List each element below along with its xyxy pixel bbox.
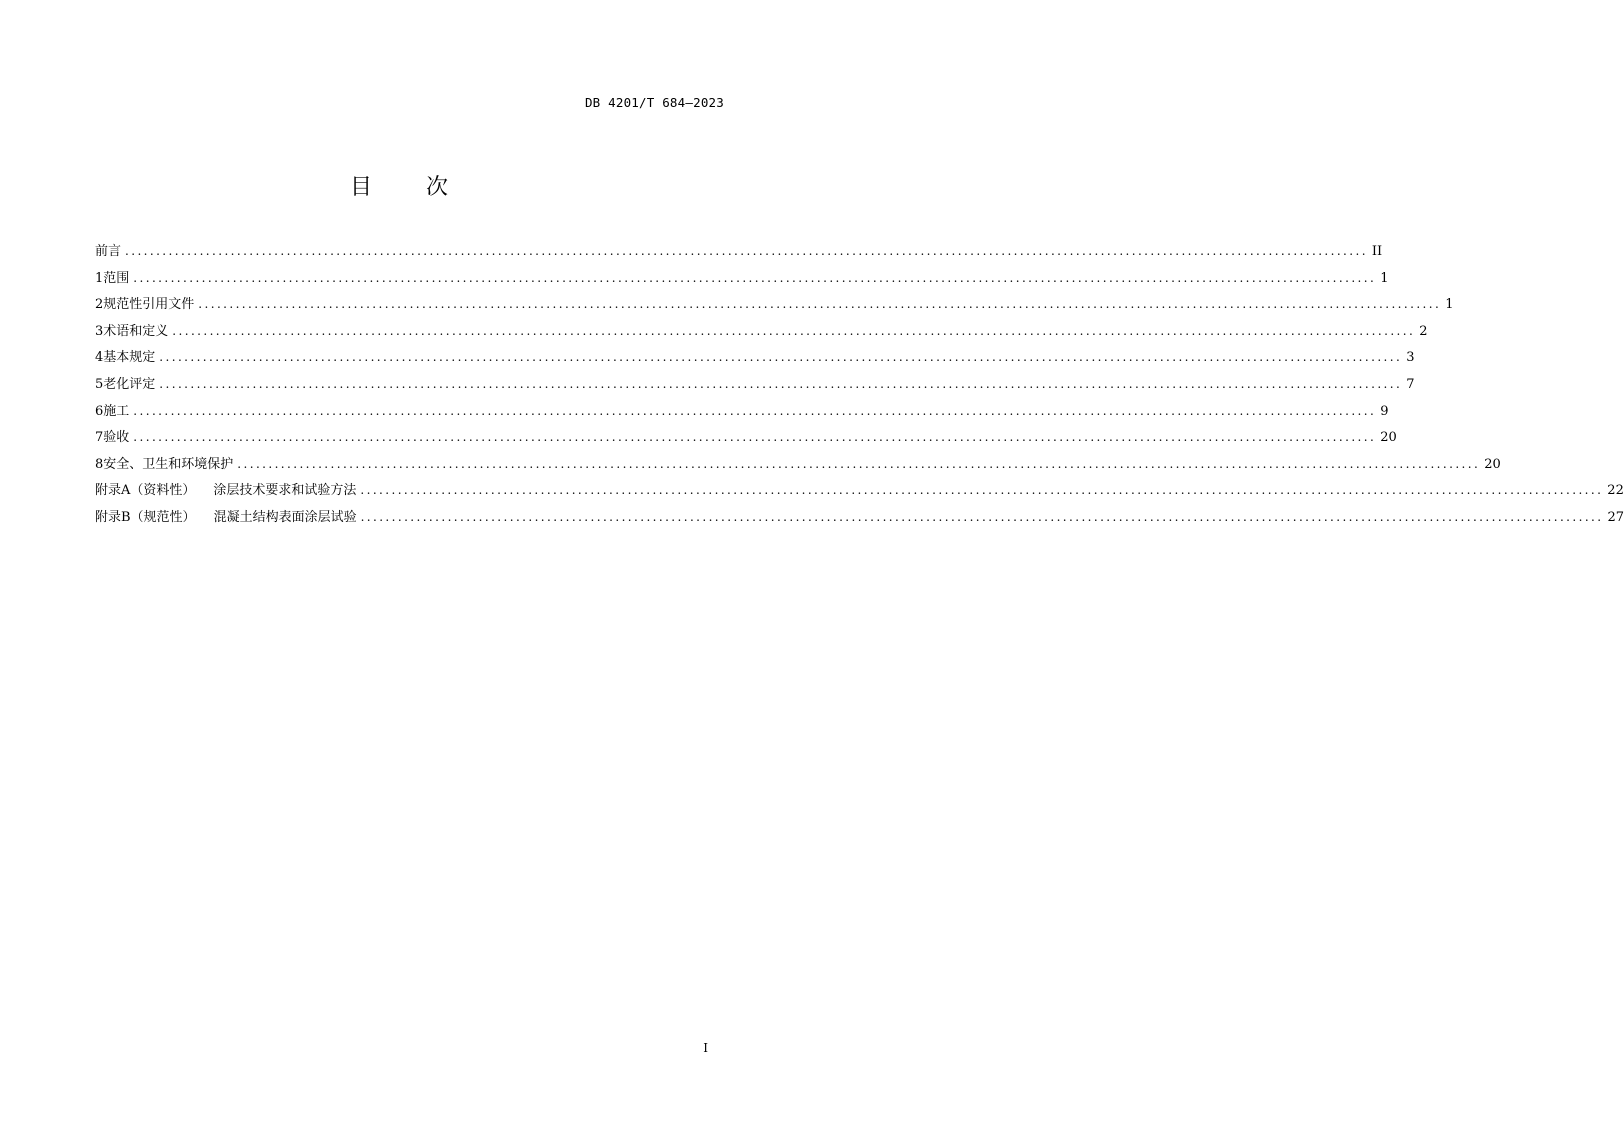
- toc-leader-dots: ........................................................................................................................................................................................................: [237, 456, 1481, 471]
- toc-entry-page: 20: [1380, 430, 1397, 446]
- toc-entry-label: 术语和定义: [103, 323, 169, 339]
- toc-leader-dots: ........................................................................................................................................................................................................: [125, 244, 1368, 258]
- table-of-contents: [95, 240, 1624, 533]
- toc-entry-page: 3: [1406, 350, 1415, 366]
- toc-leader-dots: ........................................................................................................................................................................................................: [133, 430, 1377, 445]
- toc-entry-number: 1: [95, 270, 104, 286]
- toc-entry-terms-definitions[interactable]: [95, 320, 1428, 347]
- toc-entry-page: 22: [1607, 483, 1624, 499]
- toc-leader-dots: ........................................................................................................................................................................................................: [172, 323, 1416, 338]
- toc-entry-acceptance[interactable]: [95, 426, 1397, 453]
- toc-entry-label: 老化评定: [103, 376, 156, 392]
- toc-entry-appendix-a[interactable]: [95, 479, 1624, 506]
- toc-entry-number: 5: [95, 376, 104, 392]
- toc-entry-page: II: [1371, 244, 1383, 259]
- toc-leader-dots: ........................................................................................................................................................................................................: [159, 376, 1403, 391]
- toc-entry-label: 施工: [103, 403, 130, 419]
- toc-entry-label: [95, 479, 356, 498]
- toc-entry-page: 9: [1380, 403, 1389, 419]
- toc-entry-aging-assessment[interactable]: [95, 373, 1415, 400]
- appendix-title: 混凝土结构表面涂层试验: [213, 509, 357, 525]
- toc-entry-normative-references[interactable]: [95, 293, 1454, 320]
- toc-title-right: 次: [426, 175, 451, 200]
- toc-entry-page: 1: [1445, 297, 1454, 313]
- toc-entry-label: [95, 506, 357, 525]
- toc-leader-dots: ........................................................................................................................................................................................................: [360, 483, 1604, 498]
- toc-leader-dots: ........................................................................................................................................................................................................: [133, 270, 1377, 285]
- appendix-label: 附录A（资料性）: [95, 483, 196, 499]
- toc-entry-number: 8: [95, 456, 104, 472]
- toc-entry-label: 验收: [103, 430, 130, 446]
- toc-leader-dots: ........................................................................................................................................................................................................: [159, 350, 1403, 365]
- toc-entry-scope[interactable]: [95, 267, 1389, 294]
- toc-leader-dots: ........................................................................................................................................................................................................: [360, 509, 1604, 524]
- toc-title-left: 目: [349, 175, 374, 200]
- toc-leader-dots: ........................................................................................................................................................................................................: [198, 297, 1442, 312]
- toc-entry-label: 规范性引用文件: [103, 297, 195, 313]
- appendix-label: 附录B（规范性）: [95, 509, 196, 525]
- toc-entry-page: 7: [1406, 376, 1415, 392]
- toc-entry-number: 2: [95, 297, 104, 313]
- toc-leader-dots: ........................................................................................................................................................................................................: [133, 403, 1377, 418]
- toc-entry-basic-provisions[interactable]: [95, 346, 1415, 373]
- toc-entry-page: 27: [1607, 509, 1624, 525]
- toc-entry-page: 20: [1484, 456, 1501, 472]
- toc-entry-page: 2: [1419, 323, 1428, 339]
- toc-entry-label: 范围: [103, 270, 130, 286]
- toc-entry-number: 4: [95, 350, 104, 366]
- toc-entry-foreword[interactable]: [95, 240, 1383, 267]
- toc-entry-label: 安全、卫生和环境保护: [103, 456, 234, 472]
- toc-entry-appendix-b[interactable]: [95, 506, 1624, 533]
- document-code: DB 4201/T 684—2023: [584, 95, 724, 110]
- page-number: I: [703, 1041, 708, 1055]
- toc-title: [0, 170, 800, 201]
- toc-entry-label: 前言: [95, 244, 122, 259]
- toc-entry-construction[interactable]: [95, 400, 1389, 427]
- toc-entry-page: 1: [1380, 270, 1389, 286]
- toc-entry-number: 3: [95, 323, 104, 339]
- toc-entry-safety-environment[interactable]: [95, 453, 1501, 480]
- toc-entry-label: 基本规定: [103, 350, 156, 366]
- appendix-title: 涂层技术要求和试验方法: [213, 483, 357, 499]
- toc-entry-number: 6: [95, 403, 104, 419]
- toc-entry-number: 7: [95, 430, 104, 446]
